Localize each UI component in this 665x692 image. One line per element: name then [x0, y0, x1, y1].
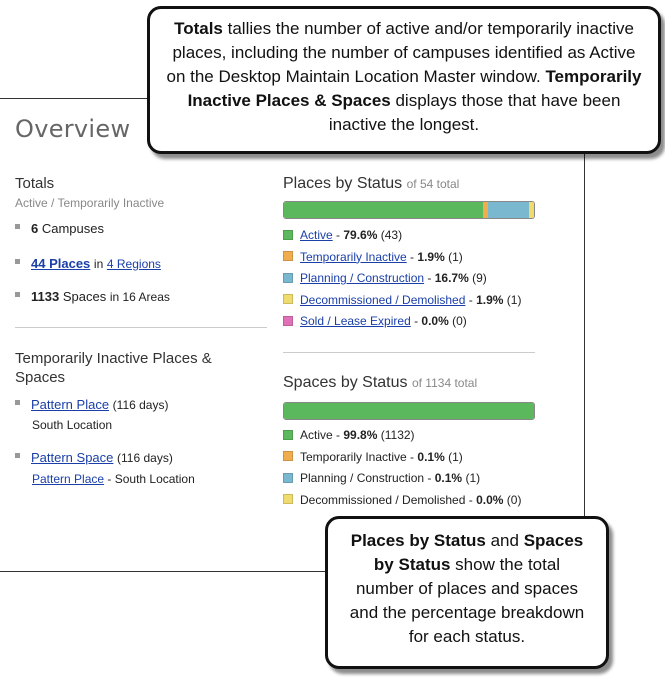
legend-swatch-icon	[283, 451, 293, 461]
callout-bold: Places by Status	[350, 531, 486, 550]
legend-label[interactable]: Active	[300, 228, 333, 242]
spaces-label: Spaces	[62, 289, 107, 304]
legend-label: Decommissioned / Demolished	[300, 492, 466, 507]
legend-swatch-icon	[283, 230, 293, 240]
regions-link[interactable]: 4 Regions	[106, 257, 161, 271]
places-in: in	[93, 257, 104, 271]
legend-count: (1)	[448, 249, 463, 264]
callout-text: and	[485, 531, 524, 550]
legend-percent: - 1.9%	[465, 292, 504, 307]
callout-totals	[147, 6, 661, 154]
legend-item	[283, 450, 463, 464]
callout-bold: Temporarily Inactive Places & Spaces	[187, 67, 642, 110]
legend-item	[283, 228, 402, 242]
legend-count: (0)	[506, 492, 522, 507]
spaces-row	[15, 289, 170, 304]
inactive-item-link[interactable]: Pattern Space	[31, 450, 114, 465]
bar-segment-0	[284, 403, 534, 419]
legend-count: (43)	[380, 228, 403, 242]
divider	[283, 352, 535, 353]
legend-swatch-icon	[283, 273, 293, 283]
inactive-item-days: (116 days)	[117, 451, 173, 465]
legend-item	[283, 293, 521, 307]
legend-swatch-icon	[283, 316, 293, 326]
spaces-status-bar	[283, 402, 535, 420]
totals-subheading: Active / Temporarily Inactive	[15, 196, 165, 210]
places-status-label: Places by Status	[283, 175, 403, 192]
bar-segment-0	[284, 202, 483, 218]
bar-segment-2	[488, 202, 530, 218]
inactive-item-location: South Location	[32, 418, 113, 432]
legend-item	[283, 250, 463, 264]
legend-percent: - 0.1%	[424, 471, 463, 485]
spaces-status-label: Spaces by Status	[283, 374, 408, 391]
legend-label[interactable]: Temporarily Inactive	[300, 249, 407, 264]
spaces-status-title	[283, 374, 477, 392]
bullet-icon	[15, 292, 20, 297]
legend-item	[283, 271, 487, 285]
places-status-title	[283, 175, 459, 193]
legend-swatch-icon	[283, 294, 293, 304]
legend-label: Planning / Construction	[300, 471, 425, 485]
places-link[interactable]: 44 Places	[31, 256, 91, 271]
callout-text: show the total number of places and spaces and the percentage breakdown for each status.	[349, 555, 585, 646]
spaces-status-total: of 1134 total	[411, 376, 478, 390]
legend-count: (0)	[452, 314, 467, 328]
legend-item	[283, 493, 521, 507]
campuses-label: Campuses	[41, 221, 104, 236]
legend-label: Temporarily Inactive	[300, 449, 407, 464]
callout-status	[325, 516, 609, 669]
inactive-item-location-text: - South Location	[104, 472, 195, 486]
places-status-bar	[283, 201, 535, 219]
spaces-suffix: in 16 Areas	[109, 290, 170, 304]
divider	[15, 327, 267, 328]
campuses-count: 6	[31, 221, 39, 236]
legend-percent: - 0.1%	[406, 449, 445, 464]
legend-label: Active	[300, 428, 333, 442]
legend-percent: - 1.9%	[406, 249, 445, 264]
legend-label[interactable]: Sold / Lease Expired	[300, 314, 411, 328]
places-status-total: of 54 total	[406, 177, 460, 191]
callout-bold: Spaces by Status	[373, 531, 584, 574]
legend-swatch-icon	[283, 494, 293, 504]
legend-label[interactable]: Decommissioned / Demolished	[300, 292, 466, 307]
inactive-heading: Temporarily Inactive Places & Spaces	[15, 350, 212, 386]
bullet-icon	[15, 453, 20, 458]
legend-count: (9)	[472, 271, 487, 285]
legend-label[interactable]: Planning / Construction	[300, 271, 425, 285]
inactive-item-location	[32, 472, 195, 486]
callout-text: tallies the number of active and/or temporarily inactive places, including the number of campuses identified as Active on the Desktop Maintain Location Master window.	[166, 19, 636, 86]
legend-count: (1)	[448, 449, 463, 464]
campuses-row	[15, 221, 104, 236]
legend-count: (1)	[506, 292, 522, 307]
callout-text: displays those that have been inactive the longest.	[328, 91, 621, 134]
legend-item	[283, 428, 415, 442]
legend-count: (1132)	[380, 428, 415, 442]
inactive-item-days: (116 days)	[112, 398, 169, 412]
legend-swatch-icon	[283, 473, 293, 483]
inactive-item	[15, 450, 173, 465]
legend-item	[283, 471, 480, 485]
places-row	[15, 256, 161, 271]
bullet-icon	[15, 259, 20, 264]
inactive-item	[15, 397, 168, 412]
inactive-parent-link[interactable]: Pattern Place	[32, 472, 105, 486]
legend-percent: - 99.8%	[332, 428, 378, 442]
legend-percent: - 79.6%	[332, 228, 378, 242]
totals-heading: Totals	[15, 175, 55, 192]
legend-count: (1)	[465, 471, 481, 485]
legend-percent: - 0.0%	[465, 492, 504, 507]
legend-percent: - 0.0%	[410, 314, 449, 328]
page-title: Overview	[15, 115, 131, 143]
callout-bold: Totals	[174, 19, 223, 38]
legend-item	[283, 314, 467, 328]
bullet-icon	[15, 400, 20, 405]
legend-swatch-icon	[283, 430, 293, 440]
inactive-item-link[interactable]: Pattern Place	[31, 397, 110, 412]
legend-percent: - 16.7%	[424, 271, 469, 285]
bar-segment-3	[529, 202, 534, 218]
bullet-icon	[15, 224, 20, 229]
spaces-count: 1133	[31, 289, 60, 304]
legend-swatch-icon	[283, 251, 293, 261]
